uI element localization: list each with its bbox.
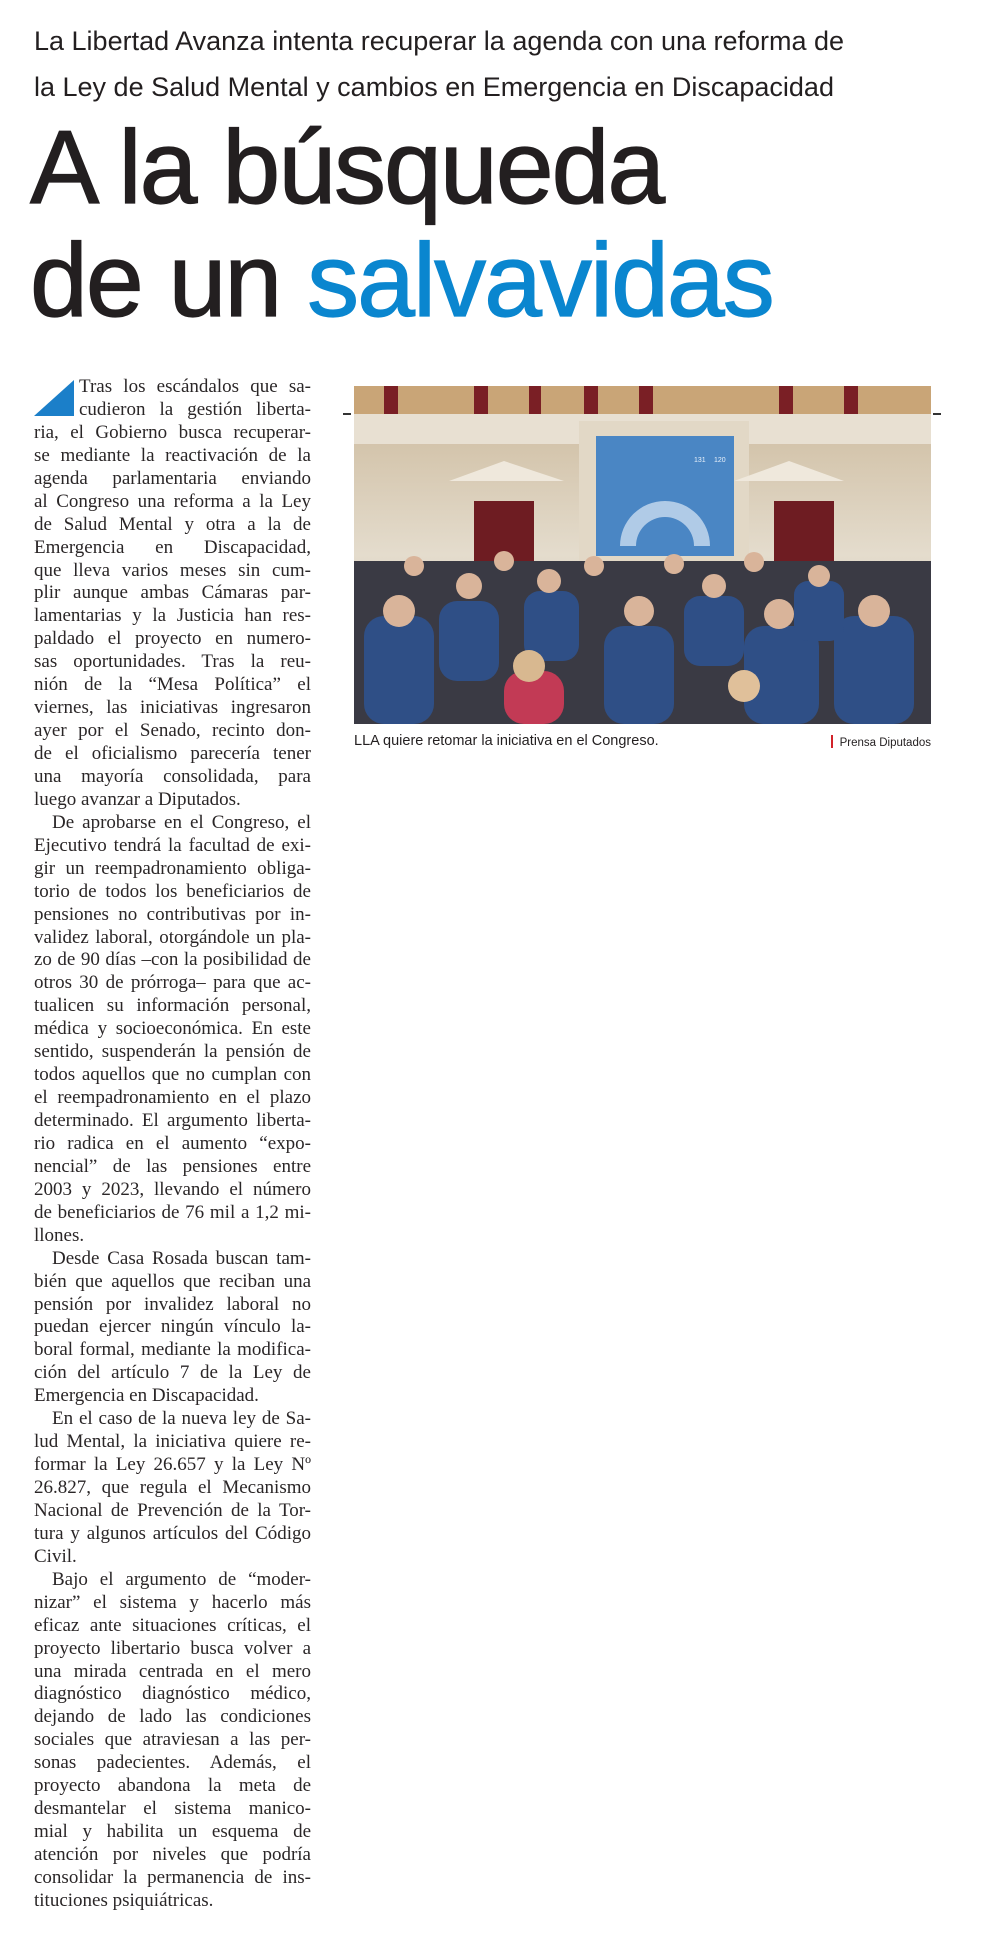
body-text-line: lud Mental, la iniciativa quiere re- [34, 1431, 311, 1453]
photo-credit [831, 735, 931, 749]
body-text-line: todos aquellos que no cumplan con [34, 1064, 311, 1086]
body-text-line: 26.827, que regula el Mecanismo [34, 1477, 311, 1498]
body-text-line: En el caso de la nueva ley de Sa- [52, 1408, 311, 1430]
body-text-line: Nacional de Prevención de la Tor- [34, 1499, 311, 1521]
body-text-line: boral formal, mediante la modifica- [34, 1339, 311, 1361]
body-text-line: pensiones no contributivas por in- [34, 903, 311, 925]
body-text-line: diagnóstico diagnóstico médico, [34, 1683, 311, 1705]
body-text-line: se mediante la reactivación de la [34, 444, 311, 466]
body-text-line: 2003 y 2023, llevando el número [34, 1178, 311, 1200]
body-text-line: sociales que atraviesan a las per- [34, 1729, 311, 1751]
kicker-line: la Ley de Salud Mental y cambios en Emergencia en Discapacidad [34, 72, 834, 102]
body-text-line: Emergencia en Discapacidad, [34, 536, 311, 558]
body-text-line: Ejecutivo tendrá la facultad de exi- [34, 834, 311, 856]
body-text-line: otros 30 de prórroga– para que ac- [34, 972, 311, 994]
body-text-line: proyecto abandona la meta de [34, 1775, 311, 1797]
credit-marker [831, 735, 833, 748]
kicker-line: La Libertad Avanza intenta recuperar la agenda con una reforma de [34, 26, 845, 56]
body-text-line: Desde Casa Rosada buscan tam- [52, 1247, 311, 1269]
headline-line-2 [30, 225, 773, 338]
body-text-line: médica y socioeconómica. En este [34, 1018, 311, 1040]
crop-mark [343, 413, 351, 415]
body-text-line: rio radica en el aumento “expo- [34, 1132, 311, 1154]
body-text-line: zo de 90 días –con la posibilidad de [34, 949, 311, 971]
screen-number: 131 [694, 457, 706, 464]
body-text-line: una mirada centrada en el mero [34, 1660, 311, 1682]
body-text-line: llones. [34, 1224, 85, 1246]
body-text-line: lamentarias y la Justicia han res- [34, 605, 311, 627]
body-text-line: Emergencia en Discapacidad. [34, 1385, 259, 1407]
body-text-line: que lleva varios meses sin cum- [34, 559, 311, 581]
body-text-line: validez laboral, otorgándole un pla- [34, 926, 311, 948]
body-text-line: agenda parlamentaria enviando [34, 467, 311, 489]
body-text-line: ria, el Gobierno busca recuperar- [34, 421, 311, 443]
headline-highlight: salvavidas [307, 223, 773, 339]
body-text-line: atención por niveles que podría [34, 1844, 311, 1865]
body-text-line: proyecto libertario busca volver a [34, 1637, 311, 1659]
body-text-line: nión de la “Mesa Política” el [34, 674, 311, 696]
body-text-line: consolidar la permanencia de ins- [34, 1866, 311, 1888]
body-text-line: sas oportunidades. Tras la reu- [34, 651, 311, 673]
body-text-line: paldado el proyecto en numero- [34, 628, 311, 650]
body-text-line: tituciones psiquiátricas. [34, 1889, 214, 1911]
body-text-line: ayer por el Senado, recinto don- [34, 720, 311, 742]
body-text-line: de el oficialismo parecería tener [34, 743, 311, 764]
kicker [34, 18, 894, 110]
body-text-line: luego avanzar a Diputados. [34, 788, 241, 810]
body-text-line: de Salud Mental y otra a la de [34, 513, 311, 535]
body-text-line: pensión por invalidez laboral no [34, 1293, 311, 1315]
body-text-line: sonas padecientes. Además, el [34, 1752, 311, 1774]
body-text-line: gir un reempadronamiento obliga- [34, 857, 311, 879]
body-text-line: torio de todos los beneficiarios de [34, 880, 311, 902]
headline [30, 112, 773, 338]
body-text-line: tura y algunos artículos del Código [34, 1522, 311, 1544]
body-text-line: desmantelar el sistema manico- [34, 1798, 311, 1820]
body-text-line: cudieron la gestión liberta- [79, 398, 311, 420]
body-text-line: Tras los escándalos que sa- [79, 376, 311, 397]
body-text-line: dejando de lado las condiciones [34, 1706, 311, 1728]
headline-prefix: de un [30, 223, 281, 339]
body-text-line: de beneficiarios de 76 mil a 1,2 mi- [34, 1201, 311, 1223]
body-text-line: nencial” de las pensiones entre [34, 1155, 311, 1177]
body-text-line: tualicen su información personal, [34, 995, 311, 1017]
crop-mark [933, 413, 941, 415]
body-text-line: Bajo el argumento de “moder- [52, 1568, 311, 1590]
body-text-line: eficaz ante situaciones críticas, el [34, 1614, 311, 1636]
body-text-line: Civil. [34, 1545, 77, 1567]
screen-number: 120 [714, 457, 726, 464]
headline-line-1: A la búsqueda [30, 110, 664, 226]
body-text-line: nizar” el sistema y hacerlo más [34, 1591, 311, 1613]
body-text-line: bién que aquellos que reciban una [34, 1270, 311, 1292]
body-text-line: mial y habilita un esquema de [34, 1821, 311, 1843]
photo-chamber-image [354, 386, 931, 724]
body-text-line: ción del artículo 7 de la Ley de [34, 1362, 311, 1384]
article-photo [354, 386, 931, 724]
body-text-line: formar la Ley 26.657 y la Ley Nº [34, 1454, 311, 1476]
body-text-line: puedan ejercer ningún vínculo la- [34, 1316, 311, 1338]
body-text-line: el reempadronamiento en el plazo [34, 1087, 311, 1109]
photo-caption: LLA quiere retomar la iniciativa en el Congreso. [354, 733, 659, 749]
body-text-line: plir aunque ambas Cámaras par- [34, 582, 311, 604]
photo-credit-text: Prensa Diputados [839, 737, 931, 749]
article-body [34, 376, 311, 1913]
body-text-line: una mayoría consolidada, para [34, 765, 311, 787]
body-text-line: sentido, suspenderán la pensión de [34, 1041, 311, 1063]
body-text-line: al Congreso una reforma a la Ley [34, 490, 311, 512]
vote-screen [596, 436, 734, 556]
body-text-line: De aprobarse en el Congreso, el [52, 811, 311, 833]
body-text-line: determinado. El argumento liberta- [34, 1110, 311, 1131]
body-text-line: viernes, las iniciativas ingresaron [34, 697, 311, 719]
